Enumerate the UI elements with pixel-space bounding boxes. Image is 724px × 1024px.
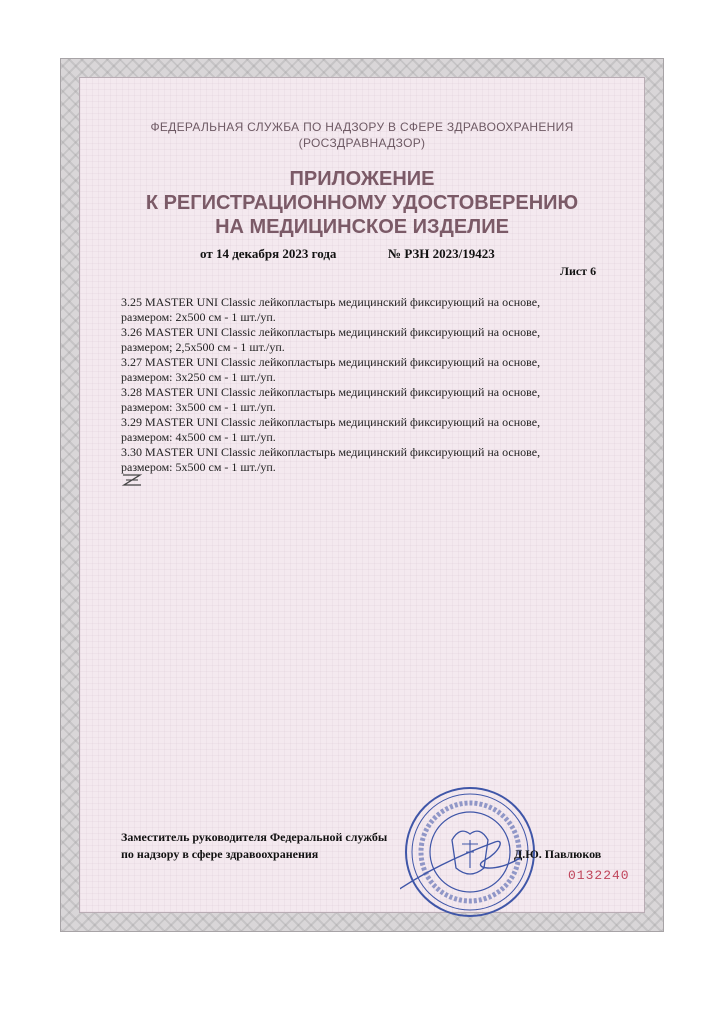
z-end-mark-icon — [120, 472, 144, 488]
list-item: 3.26 MASTER UNI Classic лейкопластырь медицинский фиксирующий на основе, — [121, 325, 541, 339]
list-item: размером: 2x500 см - 1 шт./уп. — [121, 310, 276, 324]
list-item: размером; 2,5x500 см - 1 шт./уп. — [121, 340, 285, 354]
list-item: размером: 4x500 см - 1 шт./уп. — [121, 430, 276, 444]
serial-number: 0132240 — [568, 868, 630, 883]
document-subtitle-line2: НА МЕДИЦИНСКОЕ ИЗДЕЛИЕ — [215, 216, 509, 238]
list-item: размером: 3x250 см - 1 шт./уп. — [121, 370, 276, 384]
signatory-position-line2: по надзору в сфере здравоохранения — [121, 847, 319, 861]
sheet-number: Лист 6 — [560, 264, 597, 278]
list-item: 3.30 MASTER UNI Classic лейкопластырь медицинский фиксирующий на основе, — [121, 445, 541, 459]
list-item: размером: 5x500 см - 1 шт./уп. — [121, 460, 276, 474]
list-item: размером: 3x500 см - 1 шт./уп. — [121, 400, 276, 414]
agency-name: ФЕДЕРАЛЬНАЯ СЛУЖБА ПО НАДЗОРУ В СФЕРЕ ЗДРАВООХРАНЕНИЯ — [150, 120, 574, 134]
list-item: 3.29 MASTER UNI Classic лейкопластырь медицинский фиксирующий на основе, — [121, 415, 541, 429]
registration-number: № РЗН 2023/19423 — [388, 246, 495, 261]
agency-abbreviation: (РОСЗДРАВНАДЗОР) — [298, 136, 426, 150]
list-item: 3.28 MASTER UNI Classic лейкопластырь медицинский фиксирующий на основе, — [121, 385, 541, 399]
signatory-name: Д.Ю. Павлюков — [514, 847, 602, 861]
document-subtitle-line1: К РЕГИСТРАЦИОННОМУ УДОСТОВЕРЕНИЮ — [145, 192, 579, 214]
list-item: 3.25 MASTER UNI Classic лейкопластырь медицинский фиксирующий на основе, — [121, 295, 541, 309]
signatory-position-line1: Заместитель руководителя Федеральной службы — [121, 830, 388, 844]
issue-date: от 14 декабря 2023 года — [200, 246, 337, 261]
list-item: 3.27 MASTER UNI Classic лейкопластырь медицинский фиксирующий на основе, — [121, 355, 541, 369]
product-list — [121, 295, 601, 475]
document-title: ПРИЛОЖЕНИЕ — [289, 168, 435, 190]
